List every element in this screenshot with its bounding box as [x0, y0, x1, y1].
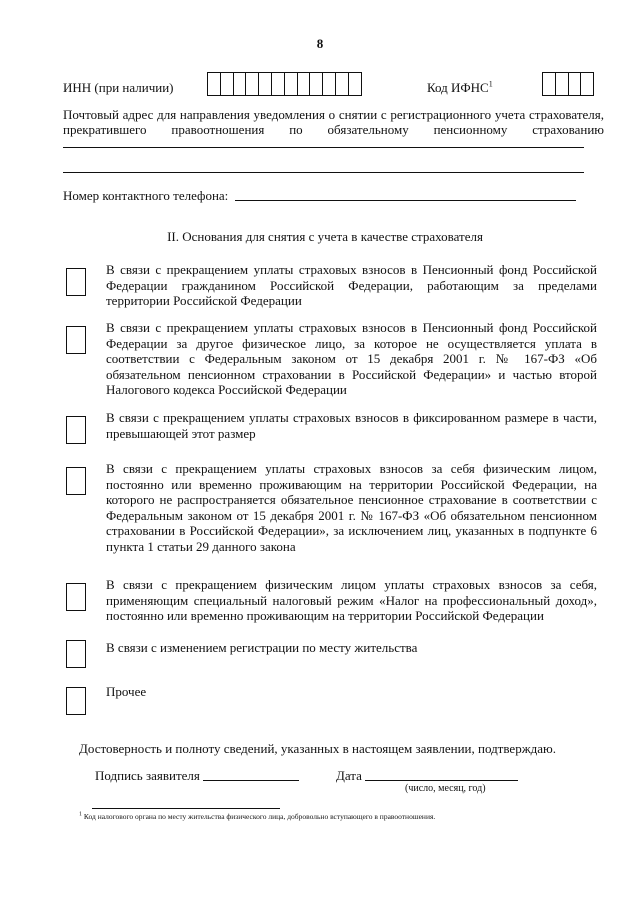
inn-digit-cell[interactable]	[233, 72, 247, 96]
option-4-text-line: Федеральным законом от 15 декабря 2001 г. № 167-ФЗ «Об обязательном пенсионном	[106, 507, 597, 523]
inn-digit-cell[interactable]	[297, 72, 311, 96]
footnote-mark: 1	[79, 811, 82, 818]
address-field-line2[interactable]	[63, 172, 584, 173]
option-4-text-line: пункта 1 статьи 29 данного закона	[106, 539, 296, 554]
signature-label: Подпись заявителя	[95, 768, 200, 783]
inn-digit-cell[interactable]	[348, 72, 362, 96]
date-hint: (число, месяц, год)	[405, 783, 486, 794]
ifns-digit-cell[interactable]	[568, 72, 582, 96]
address-label-line2: прекратившего правоотношения по обязательному пенсионному страхованию	[63, 122, 604, 137]
address-label-line1: Почтовый адрес для направления уведомления о снятии с регистрационного учета страхователя,	[63, 107, 604, 122]
option-checkbox-5[interactable]	[66, 583, 86, 611]
section-title: II. Основания для снятия с учета в качестве страхователя	[167, 229, 483, 244]
ifns-footnote-mark: 1	[488, 79, 493, 89]
option-1-text-line: территории Российской Федерации	[106, 293, 302, 309]
date-label: Дата	[336, 768, 362, 783]
option-4-text-line: которого не распространяется обязательное пенсионное страхование в соответствии с	[106, 492, 597, 508]
inn-cells[interactable]	[207, 72, 362, 96]
inn-digit-cell[interactable]	[207, 72, 221, 96]
confirmation-text: Достоверность и полноту сведений, указанных в настоящем заявлении, подтверждаю.	[79, 741, 557, 756]
option-2-text-line: соответствии с Федеральным законом от 15 декабря 2001 г. № 167-ФЗ «Об	[106, 351, 597, 367]
option-5-text-line: В связи с прекращением физическим лицом уплаты страховых взносов за себя,	[106, 577, 597, 592]
option-7-text-line: Прочее	[106, 684, 147, 699]
option-1-text-line: Федерации гражданином Российской Федерации, работающим за пределами	[106, 277, 597, 293]
option-2-text-line: В связи с прекращением уплаты страховых взносов в Пенсионный фонд Российской	[106, 320, 597, 335]
ifns-digit-cell[interactable]	[555, 72, 569, 96]
option-3-text-line: превышающей этот размер	[106, 425, 256, 441]
option-checkbox-7[interactable]	[66, 687, 86, 715]
option-2-text-line: обязательном пенсионном страховании в Российской Федерации» и частью второй	[106, 366, 597, 382]
option-5-text-line: постоянно или временно проживающим на территории Российской Федерации	[106, 608, 544, 624]
date-field[interactable]	[365, 780, 518, 781]
footnote-separator	[92, 808, 280, 809]
inn-digit-cell[interactable]	[271, 72, 285, 96]
option-4-text-line: страховании в Российской Федерации», за исключением лиц, указанных в подпункте 6	[106, 523, 597, 539]
option-checkbox-6[interactable]	[66, 640, 86, 668]
option-1-text-line: В связи с прекращением уплаты страховых взносов в Пенсионный фонд Российской	[106, 262, 597, 277]
option-2-text-line: Федерации за другое физическое лицо, за которое не осуществляется уплата в	[106, 335, 597, 351]
footnote-text: Код налогового органа по месту жительства физического лица, добровольно вступающего в правоотношения.	[83, 812, 436, 821]
address-field-line1[interactable]	[63, 147, 584, 148]
ifns-digit-cell[interactable]	[580, 72, 594, 96]
inn-digit-cell[interactable]	[322, 72, 336, 96]
inn-digit-cell[interactable]	[284, 72, 298, 96]
option-checkbox-2[interactable]	[66, 326, 86, 354]
signature-field[interactable]	[203, 780, 299, 781]
phone-field[interactable]	[235, 200, 576, 201]
option-5-text-line: применяющим специальный налоговый режим «Налог на профессиональный доход»,	[106, 592, 597, 608]
option-6-text-line: В связи с изменением регистрации по месту жительства	[106, 640, 418, 655]
phone-label: Номер контактного телефона:	[63, 188, 229, 203]
page-number: 8	[316, 36, 324, 51]
inn-digit-cell[interactable]	[245, 72, 259, 96]
inn-digit-cell[interactable]	[309, 72, 323, 96]
option-2-text-line: Налогового кодекса Российской Федерации	[106, 382, 347, 398]
footnote	[79, 812, 435, 822]
option-checkbox-3[interactable]	[66, 416, 86, 444]
option-checkbox-4[interactable]	[66, 467, 86, 495]
inn-digit-cell[interactable]	[220, 72, 234, 96]
ifns-cells[interactable]	[542, 72, 594, 96]
option-checkbox-1[interactable]	[66, 268, 86, 296]
ifns-digit-cell[interactable]	[542, 72, 556, 96]
ifns-label-wrap	[427, 80, 493, 96]
inn-label: ИНН (при наличии)	[63, 80, 174, 95]
option-4-text-line: В связи с прекращением уплаты страховых взносов за себя физическим лицом,	[106, 461, 597, 476]
option-3-text-line: В связи с прекращением уплаты страховых взносов в фиксированном размере в части,	[106, 410, 597, 425]
inn-digit-cell[interactable]	[258, 72, 272, 96]
inn-digit-cell[interactable]	[335, 72, 349, 96]
option-4-text-line: постоянно или временно проживающим на территории Российской Федерации, на	[106, 476, 597, 492]
ifns-label: Код ИФНС	[427, 80, 489, 95]
